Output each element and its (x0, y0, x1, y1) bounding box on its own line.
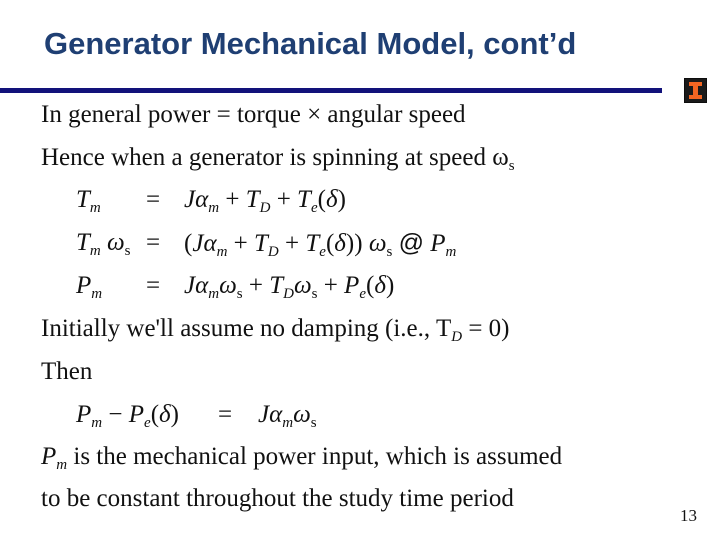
body-line-power-definition: In general power = torque × angular speed (41, 101, 466, 128)
eq2-lhs: $T_m$ $\omega_s$ (76, 229, 131, 259)
eq1-rhs: $J\alpha_m + T_D + T_e(\delta)$ (184, 186, 346, 216)
body-line-constant: to be constant throughout the study time period (41, 485, 514, 512)
eq4-lhs: $P_m - P_e(\delta)$ (76, 401, 179, 431)
eq3-operator: = (146, 272, 161, 299)
slide-title: Generator Mechanical Model, cont’d (44, 26, 577, 61)
eq2-rhs: $(J\alpha_m + T_D + T_e(\delta))$ $\omega_s$ @ $P_m$ (184, 229, 457, 260)
body-line-mechanical-input: $P_m$ is the mechanical power input, which is assumed (41, 443, 563, 473)
title-divider (0, 88, 662, 93)
omega-subscript: s (508, 158, 515, 174)
body-line-then: Then (41, 358, 93, 385)
eq2-operator: = (146, 229, 161, 256)
eq1-lhs: $T_m$ (76, 186, 101, 216)
eq4-operator: = (218, 401, 233, 428)
block-i-logo-icon (684, 78, 707, 103)
body-line-spinning-speed (41, 145, 515, 174)
body-line-no-damping: Initially we'll assume no damping (i.e., $T_D = 0$) (41, 315, 510, 345)
page-number: 13 (680, 506, 697, 525)
body-line-spinning-speed-text: Hence when a generator is spinning at speed ω (41, 144, 509, 171)
eq3-lhs: $P_m$ (76, 272, 103, 302)
eq1-operator: = (146, 186, 161, 213)
eq4-rhs: $J\alpha_m\omega_s$ (258, 401, 317, 431)
eq3-rhs: $J\alpha_m\omega_s + T_D\omega_s + P_e(\delta)$ (184, 272, 395, 302)
